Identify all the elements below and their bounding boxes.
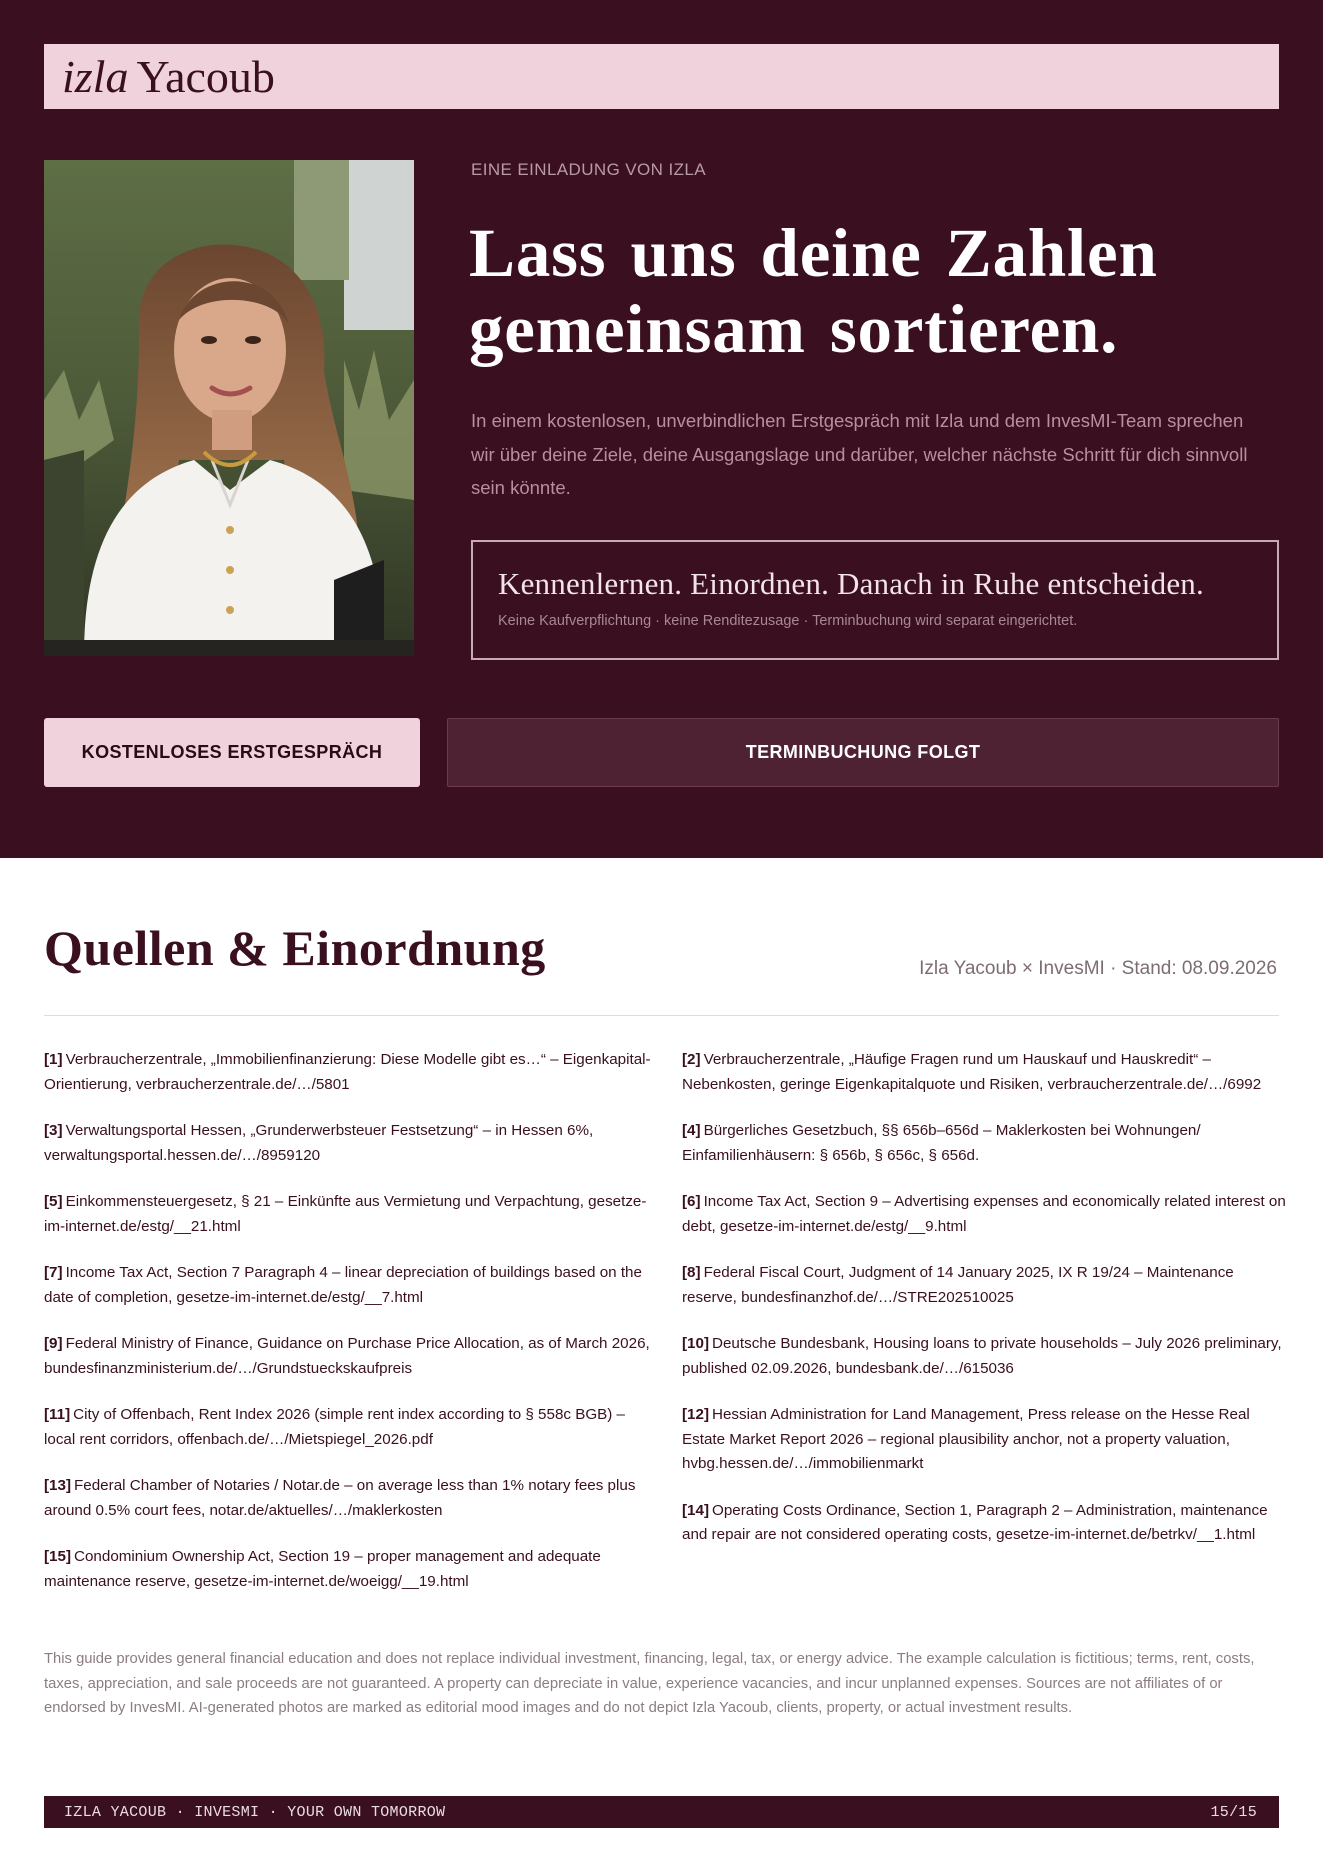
reference-item [682,1190,1292,1239]
reference-item [682,1403,1292,1477]
reference-item [44,1048,654,1097]
reference-number: [7] [44,1264,63,1281]
page-footer [44,1796,1279,1828]
hero-headline: Lass uns deine Zahlen gemeinsam sortieren. [469,215,1158,367]
reference-item [44,1119,654,1168]
reference-text: Deutsche Bundesbank, Housing loans to private households – July 2026 preliminary, published 02.09.2026, bundesbank.de/…/615036 [682,1335,1282,1377]
reference-item [44,1332,654,1381]
reference-number: [3] [44,1122,63,1139]
reference-number: [4] [682,1122,701,1139]
reference-item [682,1261,1292,1310]
reference-number: [11] [44,1406,71,1423]
sources-meta: Izla Yacoub × InvesMI · Stand: 08.09.2026 [919,958,1277,979]
reference-number: [2] [682,1051,701,1068]
reference-number: [9] [44,1335,63,1352]
reference-text: Federal Chamber of Notaries / Notar.de – on average less than 1% notary fees plus around 0.5% court fees, notar.de/aktuelles/…/maklerkosten [44,1477,636,1519]
header-bar [44,44,1279,109]
reference-text: Verbraucherzentrale, „Häufige Fragen rund um Hauskauf und Hauskredit“ – Nebenkosten, geringe Eigenkapitalquote und Risiken, verbraucherzentrale.de/…/6992 [682,1051,1262,1093]
reference-text: Federal Fiscal Court, Judgment of 14 January 2025, IX R 19/24 – Maintenance reserve, bundesfinanzhof.de/…/STRE202510025 [682,1264,1234,1306]
brand-first-name: izla [62,50,129,102]
reference-text: Bürgerliches Gesetzbuch, §§ 656b–656d – Maklerkosten bei Wohnungen/ Einfamilienhäusern: § 656b, § 656c, § 656d. [682,1122,1201,1164]
portrait-photo [44,160,414,656]
reference-text: City of Offenbach, Rent Index 2026 (simple rent index according to § 558c BGB) – local rent corridors, offenbach.de/…/Mietspiegel_2026.pdf [44,1406,626,1448]
reference-text: Federal Ministry of Finance, Guidance on Purchase Price Allocation, as of March 2026, bundesfinanzministerium.de/…/Grundstueckskaufpreis [44,1335,650,1377]
booking-coming-button[interactable]: TERMINBUCHUNG FOLGT [447,718,1279,787]
references-right-column [682,1048,1292,1570]
reference-number: [6] [682,1193,701,1210]
free-consultation-button[interactable]: KOSTENLOSES ERSTGESPRÄCH [44,718,420,787]
reference-text: Verbraucherzentrale, „Immobilienfinanzierung: Diese Modelle gibt es…“ – Eigenkapital-Orientierung, verbraucherzentrale.de/…/5801 [44,1051,651,1093]
reference-item [682,1332,1292,1381]
hero-intro: In einem kostenlosen, unverbindlichen Erstgespräch mit Izla und dem InvesMI-Team sprechen wir über deine Ziele, deine Ausgangslage und darüber, welcher nächste Schritt für dich sinnvoll sein könnte. [471,410,1248,498]
reference-number: [13] [44,1477,72,1494]
hero-callout-box [471,540,1279,660]
hero-eyebrow: EINE EINLADUNG VON IZLA [471,160,706,179]
reference-number: [15] [44,1548,72,1565]
reference-item [44,1545,654,1594]
reference-item [44,1474,654,1523]
page-number: 15/15 [1210,1803,1257,1821]
reference-item [682,1499,1292,1548]
disclaimer-text: This guide provides general financial education and does not replace individual investment, financing, legal, tax, or energy advice. The example calculation is fictitious; terms, rent, costs, taxes, appreciation, and sale proceeds are not guaranteed. A property can depreciate in value, experience vacancies, and incur unplanned expenses. Sources are not affiliates of or endorsed by InvesMI. AI-generated photos are marked as editorial mood images and do not depict Izla Yacoub, clients, property, or actual investment results. [44,1651,1255,1716]
sources-title: Quellen & Einordnung [44,920,546,976]
reference-number: [5] [44,1193,63,1210]
reference-item [682,1048,1292,1097]
reference-item [682,1119,1292,1168]
reference-text: Operating Costs Ordinance, Section 1, Paragraph 2 – Administration, maintenance and repair are not considered operating costs, gesetze-im-internet.de/betrkv/__1.html [682,1501,1268,1543]
reference-number: [14] [682,1501,710,1519]
reference-item [44,1403,654,1452]
reference-number: [12] [682,1406,710,1423]
callout-title: Kennenlernen. Einordnen. Danach in Ruhe entscheiden. [498,566,1204,601]
reference-text: Einkommensteuergesetz, § 21 – Einkünfte aus Vermietung und Verpachtung, gesetze-im-internet.de/estg/__21.html [44,1193,647,1235]
reference-text: Verwaltungsportal Hessen, „Grunderwerbsteuer Festsetzung“ – in Hessen 6%, verwaltungsportal.hessen.de/…/8959120 [44,1122,594,1164]
references-left-column [44,1048,654,1616]
brand-logo[interactable] [62,50,275,102]
reference-number: [8] [682,1264,701,1281]
reference-text: Income Tax Act, Section 7 Paragraph 4 – linear depreciation of buildings based on the date of completion, gesetze-im-internet.de/estg/__7.html [44,1264,642,1306]
reference-item [44,1190,654,1239]
reference-number: [10] [682,1335,710,1352]
callout-note: Keine Kaufverpflichtung · keine Renditezusage · Terminbuchung wird separat eingerichtet. [498,613,1078,629]
reference-item [44,1261,654,1310]
reference-number: [1] [44,1051,63,1068]
reference-text: Income Tax Act, Section 9 – Advertising expenses and economically related interest on debt, gesetze-im-internet.de/estg/__9.html [682,1193,1286,1235]
footer-brand-line: IZLA YACOUB · INVESMI · YOUR OWN TOMORROW [64,1803,446,1821]
reference-text: Hessian Administration for Land Management, Press release on the Hesse Real Estate Market Report 2026 – regional plausibility anchor, not a property valuation, hvbg.hessen.de/…/immobilienmarkt [682,1406,1250,1472]
sources-divider [44,1015,1279,1016]
brand-last-name: Yacoub [136,50,275,102]
hero-section [0,0,1323,858]
reference-text: Condominium Ownership Act, Section 19 – proper management and adequate maintenance reserve, gesetze-im-internet.de/woeigg/__19.html [44,1548,601,1590]
